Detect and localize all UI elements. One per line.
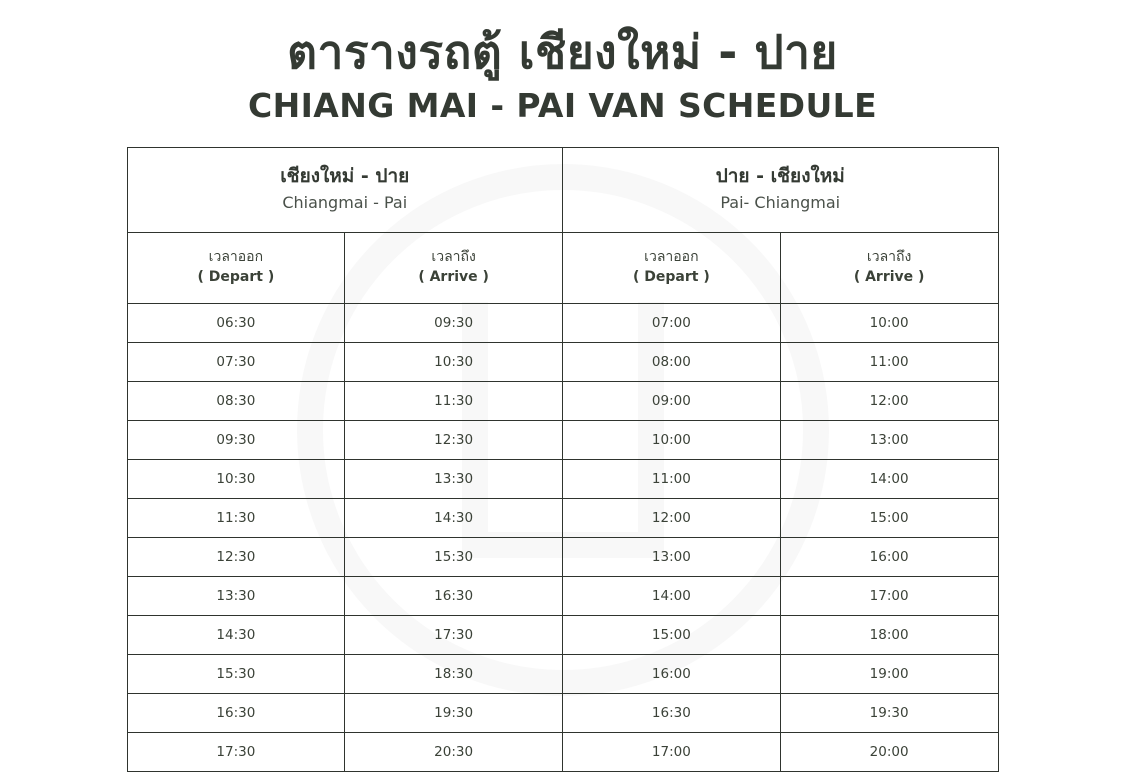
time-cell: 12:00 [780,381,998,420]
table-body [127,303,998,771]
time-cell: 13:00 [780,420,998,459]
direction-label-thai: เชียงใหม่ - ปาย [280,164,410,187]
schedule-table-wrapper [127,147,999,772]
table-row [127,303,998,342]
time-cell: 13:00 [563,537,781,576]
time-cell: 19:30 [345,693,563,732]
direction-label-thai: ปาย - เชียงใหม่ [715,164,845,187]
direction-label-english: Chiangmai - Pai [282,193,408,213]
time-cell: 10:30 [127,459,345,498]
time-cell: 13:30 [127,576,345,615]
schedule-table [127,147,999,772]
time-cell: 17:00 [563,732,781,771]
time-cell: 15:00 [563,615,781,654]
time-cell: 06:30 [127,303,345,342]
time-cell: 15:30 [345,537,563,576]
time-cell: 09:00 [563,381,781,420]
direction-label-english: Pai- Chiangmai [720,193,841,213]
column-header-row [127,232,998,303]
column-label-english: ( Arrive ) [418,269,489,286]
time-cell: 18:00 [780,615,998,654]
column-header-arrive-1 [345,232,563,303]
time-cell: 17:00 [780,576,998,615]
time-cell: 14:30 [127,615,345,654]
column-label-thai: เวลาออก [644,248,699,265]
time-cell: 16:00 [780,537,998,576]
time-cell: 19:30 [780,693,998,732]
time-cell: 07:00 [563,303,781,342]
table-row [127,693,998,732]
time-cell: 11:00 [780,342,998,381]
time-cell: 08:00 [563,342,781,381]
time-cell: 07:30 [127,342,345,381]
table-row [127,732,998,771]
direction-header-row [127,147,998,232]
time-cell: 10:00 [780,303,998,342]
time-cell: 14:00 [780,459,998,498]
time-cell: 16:30 [345,576,563,615]
column-label-english: ( Depart ) [633,269,710,286]
time-cell: 11:30 [345,381,563,420]
table-row [127,498,998,537]
time-cell: 09:30 [345,303,563,342]
time-cell: 16:00 [563,654,781,693]
column-label-thai: เวลาถึง [866,248,912,265]
time-cell: 12:00 [563,498,781,537]
time-cell: 10:00 [563,420,781,459]
column-header-depart-1 [127,232,345,303]
column-label-thai: เวลาออก [208,248,264,265]
table-row [127,459,998,498]
column-header-depart-2 [563,232,781,303]
time-cell: 14:30 [345,498,563,537]
time-cell: 19:00 [780,654,998,693]
column-label-english: ( Depart ) [197,269,275,286]
table-row [127,342,998,381]
time-cell: 16:30 [127,693,345,732]
time-cell: 15:00 [780,498,998,537]
time-cell: 12:30 [345,420,563,459]
time-cell: 18:30 [345,654,563,693]
time-cell: 20:30 [345,732,563,771]
time-cell: 11:00 [563,459,781,498]
time-cell: 20:00 [780,732,998,771]
page-title-thai: ตารางรถตู้ เชียงใหม่ - ปาย [287,25,838,79]
time-cell: 09:30 [127,420,345,459]
table-row [127,654,998,693]
column-label-thai: เวลาถึง [431,248,476,265]
table-row [127,576,998,615]
time-cell: 17:30 [127,732,345,771]
time-cell: 16:30 [563,693,781,732]
table-row [127,537,998,576]
time-cell: 11:30 [127,498,345,537]
time-cell: 10:30 [345,342,563,381]
column-label-english: ( Arrive ) [853,269,925,286]
direction-header-cmai-pai [127,147,563,232]
table-row [127,420,998,459]
table-row [127,381,998,420]
page-title-english: CHIANG MAI - PAI VAN SCHEDULE [247,85,878,125]
direction-header-pai-cmai [563,147,999,232]
time-cell: 13:30 [345,459,563,498]
table-row [127,615,998,654]
column-header-arrive-2 [780,232,998,303]
time-cell: 08:30 [127,381,345,420]
table-head [127,147,998,303]
time-cell: 15:30 [127,654,345,693]
time-cell: 17:30 [345,615,563,654]
time-cell: 12:30 [127,537,345,576]
time-cell: 14:00 [563,576,781,615]
